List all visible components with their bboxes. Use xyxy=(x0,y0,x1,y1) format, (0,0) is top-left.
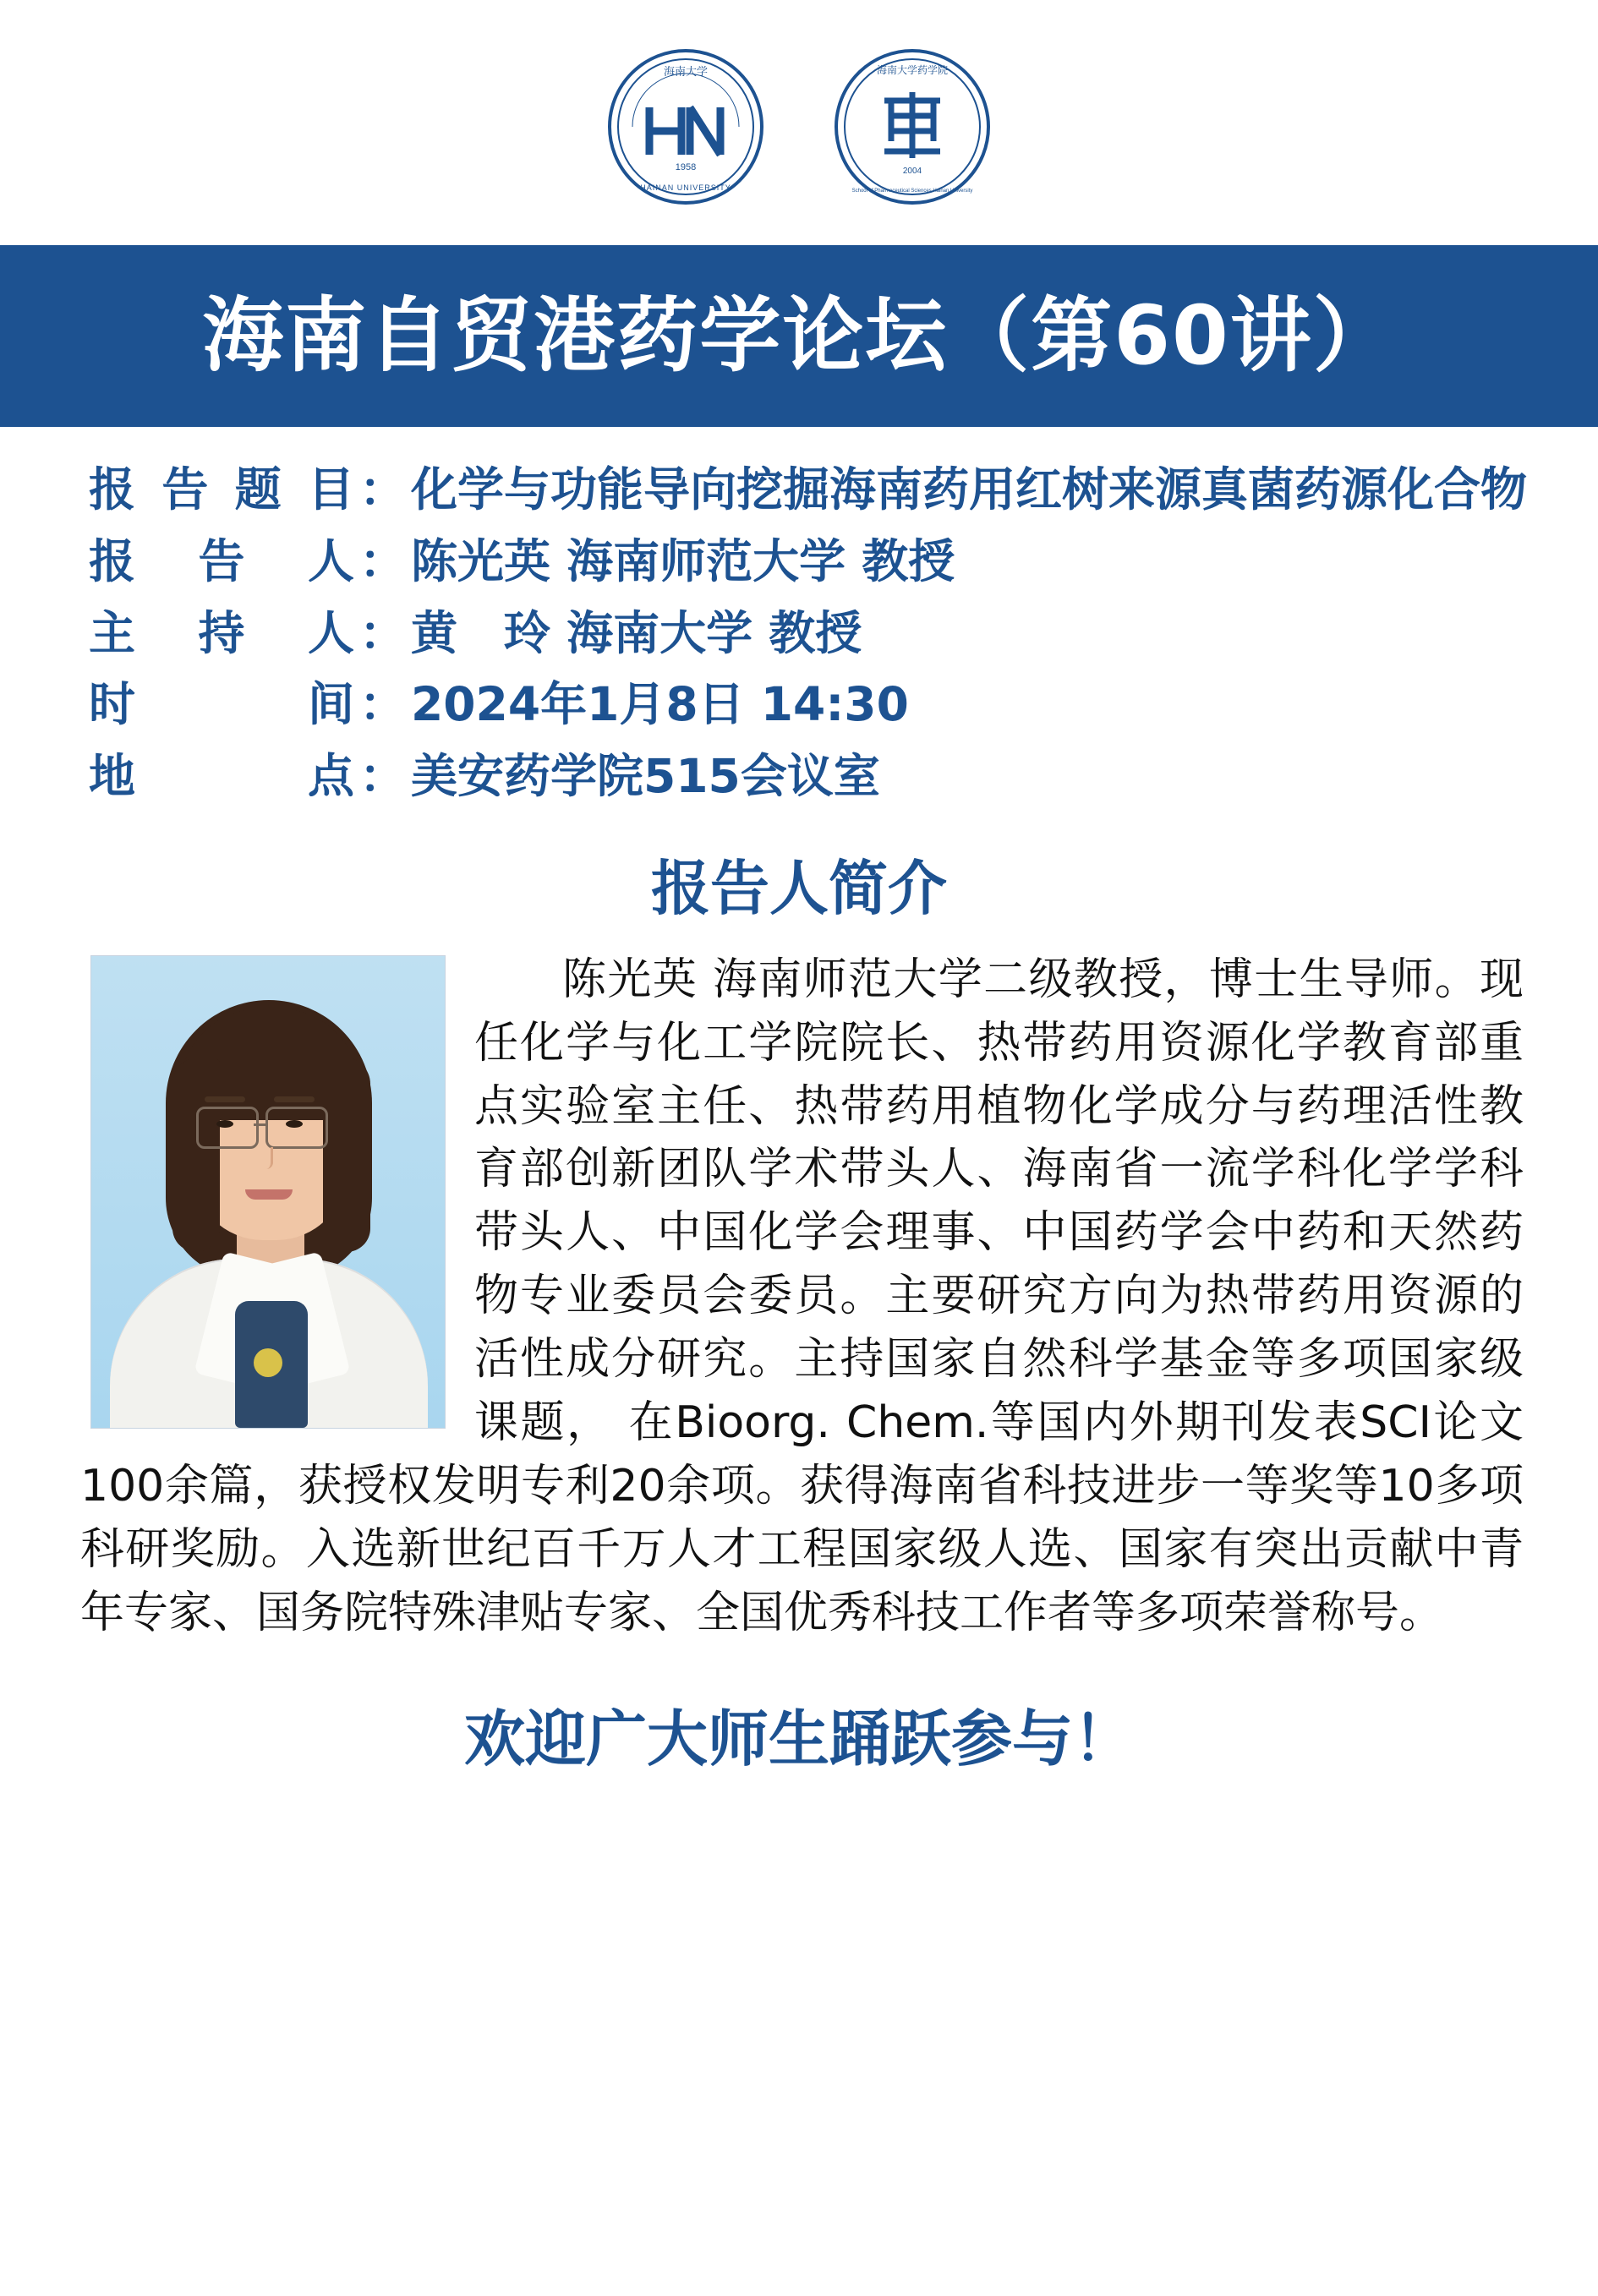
bio-heading: 报告人简介 xyxy=(651,853,947,923)
footer-invitation: 欢迎广大师生踊跃参与！ xyxy=(463,1703,1134,1775)
svg-text:HAINAN UNIVERSITY: HAINAN UNIVERSITY xyxy=(640,183,731,192)
svg-text:海南大学: 海南大学 xyxy=(663,66,709,79)
title-band xyxy=(0,245,1598,427)
svg-text:2004: 2004 xyxy=(902,167,922,176)
info-label-topic: 报 告 题 目 xyxy=(89,462,354,517)
info-row-location xyxy=(89,747,1525,806)
info-block xyxy=(0,427,1598,806)
info-label-time: 时 间 xyxy=(89,677,354,732)
info-colon: ： xyxy=(359,605,407,660)
info-value-time: 2024年1月8日 14:30 xyxy=(411,677,909,732)
info-label-host: 主 持 人 xyxy=(89,605,354,660)
speaker-portrait xyxy=(90,955,446,1429)
hainan-university-logo xyxy=(605,46,766,207)
info-value-location: 美安药学院515会议室 xyxy=(411,749,880,803)
info-row-host xyxy=(89,604,1525,663)
info-row-time xyxy=(89,675,1525,734)
info-colon: ： xyxy=(359,533,407,588)
info-colon: ： xyxy=(359,677,407,732)
info-value-host: 黄 玲 海南大学 教授 xyxy=(411,605,862,660)
info-label-location: 地 点 xyxy=(89,749,354,803)
svg-text:海南大学药学院: 海南大学药学院 xyxy=(876,64,949,76)
info-value-topic: 化学与功能导向挖掘海南药用红树来源真菌药源化合物 xyxy=(411,462,1528,517)
info-colon: ： xyxy=(359,462,407,517)
bio-body xyxy=(0,948,1598,1645)
svg-text:School of Pharmaceutical Scien: School of Pharmaceutical Sciences Hainan University xyxy=(851,189,973,194)
page-title: 海南自贸港药学论坛（第60讲） xyxy=(202,287,1396,383)
bio-paragraph: 陈光英 海南师范大学二级教授，博士生导师。现任化学与化工学院院长、热带药用资源化学教育部重点实验室主任、热带药用植物化学成分与药理活性教育部创新团队学术带头人、海南省一流学科化学学科带头人、中国化学会理事、中国药学会中药和天然药物专业委员会委员。主要研究方向为热带药用资源的活性成分研究。主持国家自然科学基金等多项国家级课题， 在Bioorg. Chem.等国内外期刊发表SCI论文100余篇，获授权发明专利20余项。获得海南省科技进步一等奖等10多项科研奖励。入选新世纪百千万人才工程国家级人选、国家有突出贡献中青年专家、国务院特殊津贴专家、全国优秀科技工作者等多项荣誉称号。 xyxy=(80,954,1524,1638)
info-row-topic xyxy=(89,461,1528,519)
info-value-speaker: 陈光英 海南师范大学 教授 xyxy=(411,533,955,588)
info-label-speaker: 报 告 人 xyxy=(89,533,354,588)
svg-text:1958: 1958 xyxy=(675,162,697,172)
info-row-speaker xyxy=(89,533,1525,591)
info-colon: ： xyxy=(359,749,407,803)
school-of-pharmaceutical-sciences-logo xyxy=(832,46,993,207)
logo-row xyxy=(0,0,1598,245)
